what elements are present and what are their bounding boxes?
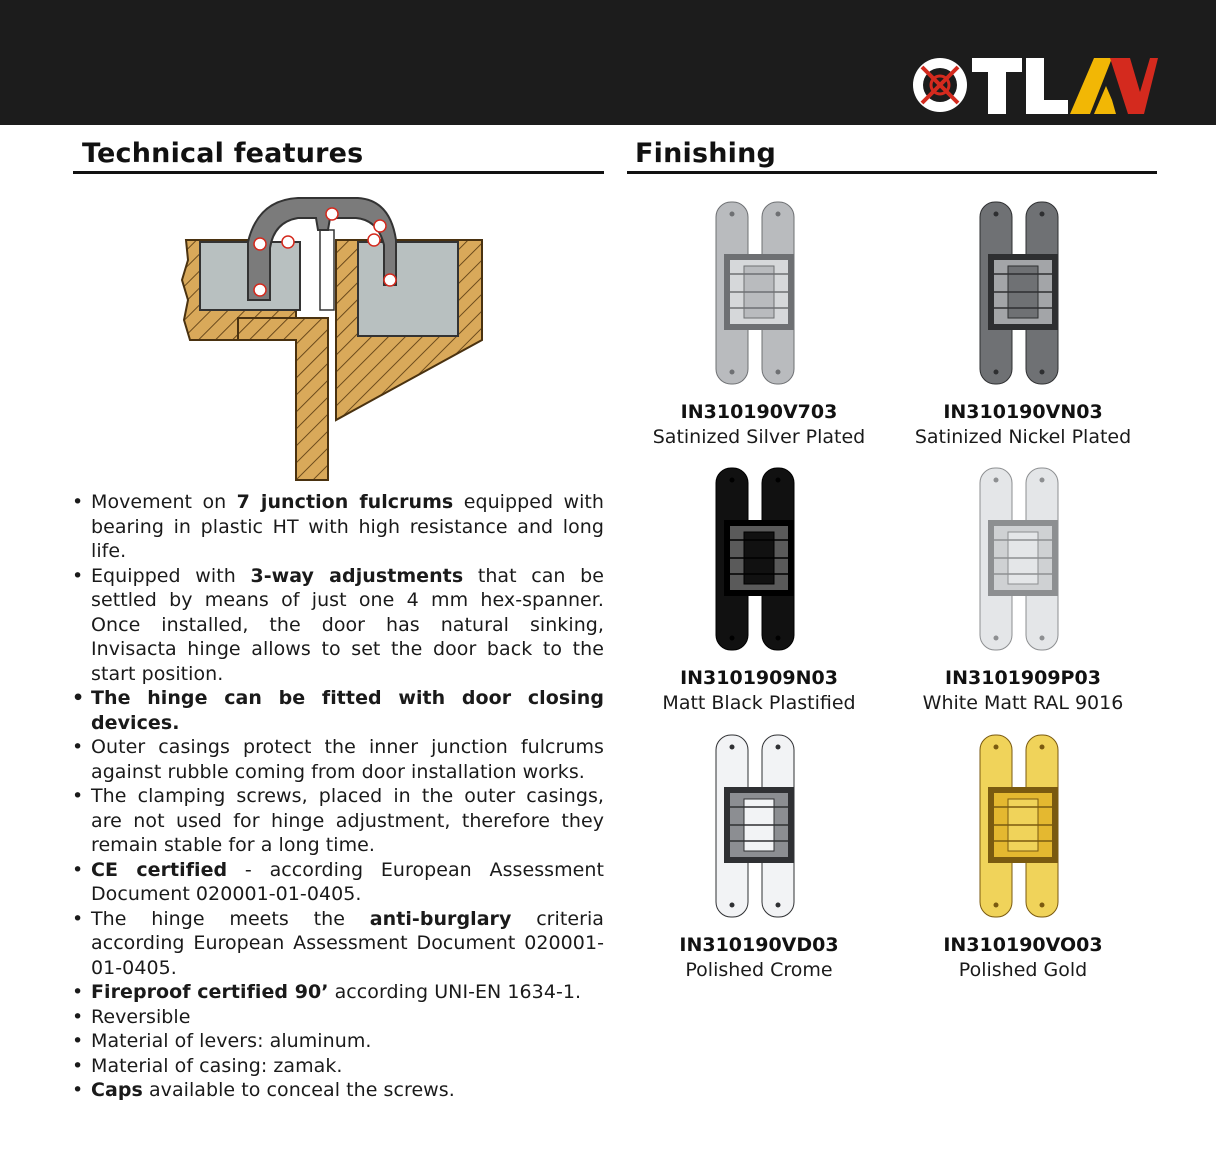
finish-card-2 — [873, 200, 1173, 450]
feature-item — [72, 858, 604, 907]
feature-bold-text: 7 junction fulcrums — [236, 491, 454, 513]
screw-icon — [1040, 636, 1045, 641]
feature-text: Material of casing: zamak. — [91, 1054, 343, 1077]
screw-icon — [994, 370, 999, 375]
feature-text: equipped with bearing in plastic HT with high resistance and long life. — [91, 491, 604, 562]
finish-code: IN3101909P03 — [945, 667, 1101, 689]
feature-text: - according European Assessment Document 020001-01-0405. — [91, 858, 604, 905]
feature-item — [72, 735, 604, 784]
feature-text: criteria according European Assessment Document 020001-01-0405. — [91, 907, 604, 979]
screw-icon — [776, 478, 781, 483]
feature-bold-text: Caps — [91, 1079, 143, 1101]
otlav-logo — [910, 52, 1160, 118]
screw-icon — [776, 903, 781, 908]
finish-code: IN310190VO03 — [943, 934, 1103, 956]
hinge-image-gold — [978, 733, 1068, 919]
screw-icon — [1040, 478, 1045, 483]
screw-icon — [776, 636, 781, 641]
finish-code: IN310190V703 — [680, 401, 838, 423]
screw-icon — [1040, 370, 1045, 375]
screw-icon — [776, 370, 781, 375]
screw-icon — [730, 745, 735, 750]
feature-text: that can be settled by means of just one 4 mm hex-spanner. Once installed, the door has natural sinking, Invisacta hinge allows to set the door back to the start position. — [91, 564, 604, 685]
finish-name: Satinized Silver Plated — [652, 426, 866, 448]
header-bar — [0, 0, 1216, 125]
hinge-image-black — [714, 466, 804, 652]
screw-icon — [1040, 903, 1045, 908]
finishing-title: Finishing — [635, 138, 777, 169]
screw-icon — [730, 370, 735, 375]
screw-icon — [776, 212, 781, 217]
finish-code: IN310190VD03 — [679, 934, 839, 956]
feature-text: according UNI-EN 1634-1. — [328, 981, 582, 1003]
finish-name: Polished Crome — [685, 959, 833, 981]
finish-name: White Matt RAL 9016 — [922, 692, 1124, 714]
screw-icon — [1040, 212, 1045, 217]
finishing-title-rule — [627, 171, 1157, 174]
screw-icon — [730, 212, 735, 217]
screw-icon — [730, 636, 735, 641]
screw-icon — [994, 745, 999, 750]
feature-bold-text: CE certified — [91, 858, 228, 881]
feature-text: Equipped with — [91, 564, 251, 587]
feature-bold-text: Fireproof certified 90’ — [91, 981, 329, 1003]
screw-icon — [1040, 745, 1045, 750]
feature-text: Movement on — [91, 491, 237, 513]
feature-text: The clamping screws, placed in the outer casings, are not used for hinge adjustment, therefore they remain stable for a long time. — [91, 785, 604, 856]
finish-card-6 — [873, 733, 1173, 983]
feature-item — [72, 980, 604, 1005]
finish-name: Matt Black Plastified — [662, 692, 856, 714]
hinge-image-nickel — [978, 200, 1068, 386]
feature-text: Outer casings protect the inner junction fulcrums against rubble coming from door installation works. — [91, 736, 604, 783]
finish-code: IN3101909N03 — [680, 667, 838, 689]
feature-text: Reversible — [91, 1005, 191, 1028]
technical-features-title: Technical features — [82, 138, 364, 169]
screw-icon — [776, 745, 781, 750]
finish-name: Satinized Nickel Plated — [914, 426, 1132, 448]
hinge-cross-section-diagram — [178, 190, 488, 482]
screw-icon — [994, 636, 999, 641]
technical-features-list — [72, 490, 604, 1103]
finish-card-3 — [609, 466, 909, 716]
feature-item — [72, 907, 604, 981]
feature-item — [72, 784, 604, 858]
feature-item — [72, 564, 604, 687]
finish-code: IN310190VN03 — [943, 401, 1103, 423]
feature-item — [72, 1005, 604, 1030]
finish-name: Polished Gold — [958, 959, 1088, 981]
feature-item — [72, 1078, 604, 1103]
hinge-image-white — [978, 466, 1068, 652]
feature-bold-text: anti-burglary — [369, 907, 512, 930]
finish-card-4 — [873, 466, 1173, 716]
feature-item — [72, 686, 604, 735]
feature-item — [72, 1054, 604, 1079]
finish-card-5 — [609, 733, 909, 983]
feature-text: The hinge meets the — [91, 907, 370, 930]
screw-icon — [994, 212, 999, 217]
screw-icon — [730, 478, 735, 483]
screw-icon — [994, 903, 999, 908]
feature-item — [72, 1029, 604, 1054]
hinge-image-chrome — [714, 733, 804, 919]
feature-item — [72, 490, 604, 564]
feature-bold-text: The hinge can be fitted with door closing devices. — [91, 687, 604, 734]
feature-text: available to conceal the screws. — [142, 1079, 455, 1101]
screw-icon — [730, 903, 735, 908]
technical-title-rule — [73, 171, 604, 174]
finish-card-1 — [609, 200, 909, 450]
hinge-image-silver — [714, 200, 804, 386]
screw-icon — [994, 478, 999, 483]
feature-bold-text: 3-way adjustments — [250, 564, 464, 587]
feature-text: Material of levers: aluminum. — [91, 1030, 372, 1052]
